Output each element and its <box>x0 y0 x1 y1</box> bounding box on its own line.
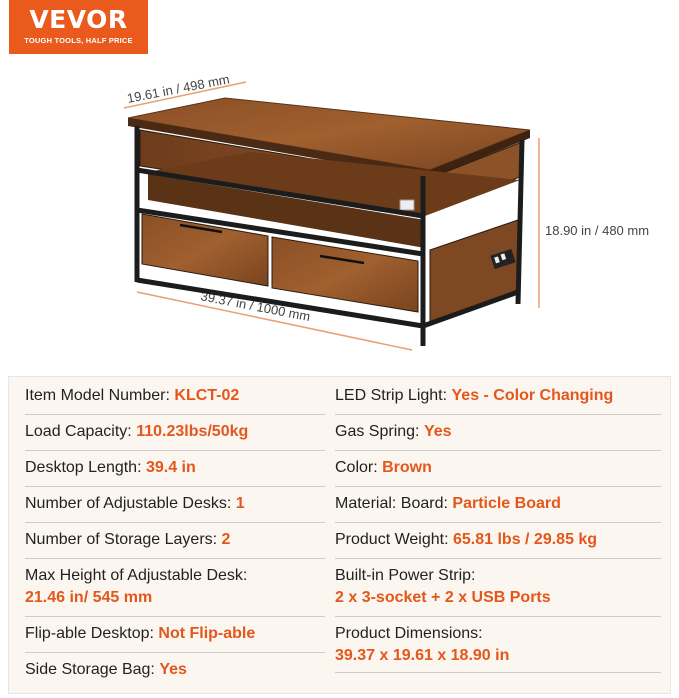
depth-label: 19.61 in / 498 mm <box>125 71 231 106</box>
spec-gas-spring: Gas Spring: Yes <box>335 421 661 451</box>
spec-adjustable-desks: Number of Adjustable Desks: 1 <box>25 493 325 523</box>
led-remote <box>400 200 414 210</box>
specifications-panel <box>8 376 671 694</box>
width-label: 39.37 in / 1000 mm <box>199 288 312 325</box>
logo-brand: VEVOR <box>29 5 128 34</box>
spec-item-model-number: Item Model Number: KLCT-02 <box>25 385 325 415</box>
spec-side-storage-bag: Side Storage Bag: Yes <box>25 661 187 678</box>
spec-power-strip: Built-in Power Strip: 2 x 3-socket + 2 x USB Ports <box>335 565 661 617</box>
spec-desktop-length: Desktop Length: 39.4 in <box>25 457 325 487</box>
vevor-logo <box>9 0 148 54</box>
spec-load-capacity: Load Capacity: 110.23lbs/50kg <box>25 421 325 451</box>
spec-flip-able-desktop: Flip-able Desktop: Not Flip-able <box>25 623 325 653</box>
product-photo <box>0 60 679 360</box>
spec-led-strip-light: LED Strip Light: Yes - Color Changing <box>335 385 661 415</box>
spec-product-dimensions: Product Dimensions: 39.37 x 19.61 x 18.90 in <box>335 623 661 673</box>
logo-tagline: TOUGH TOOLS, HALF PRICE <box>24 36 133 45</box>
spec-max-height: Max Height of Adjustable Desk: 21.46 in/ 545 mm <box>25 565 325 617</box>
spec-product-weight: Product Weight: 65.81 lbs / 29.85 kg <box>335 529 661 559</box>
spec-material: Material: Board: Particle Board <box>335 493 661 523</box>
height-label: 18.90 in / 480 mm <box>545 223 650 238</box>
spec-storage-layers: Number of Storage Layers: 2 <box>25 529 325 559</box>
spec-color: Color: Brown <box>335 457 661 487</box>
